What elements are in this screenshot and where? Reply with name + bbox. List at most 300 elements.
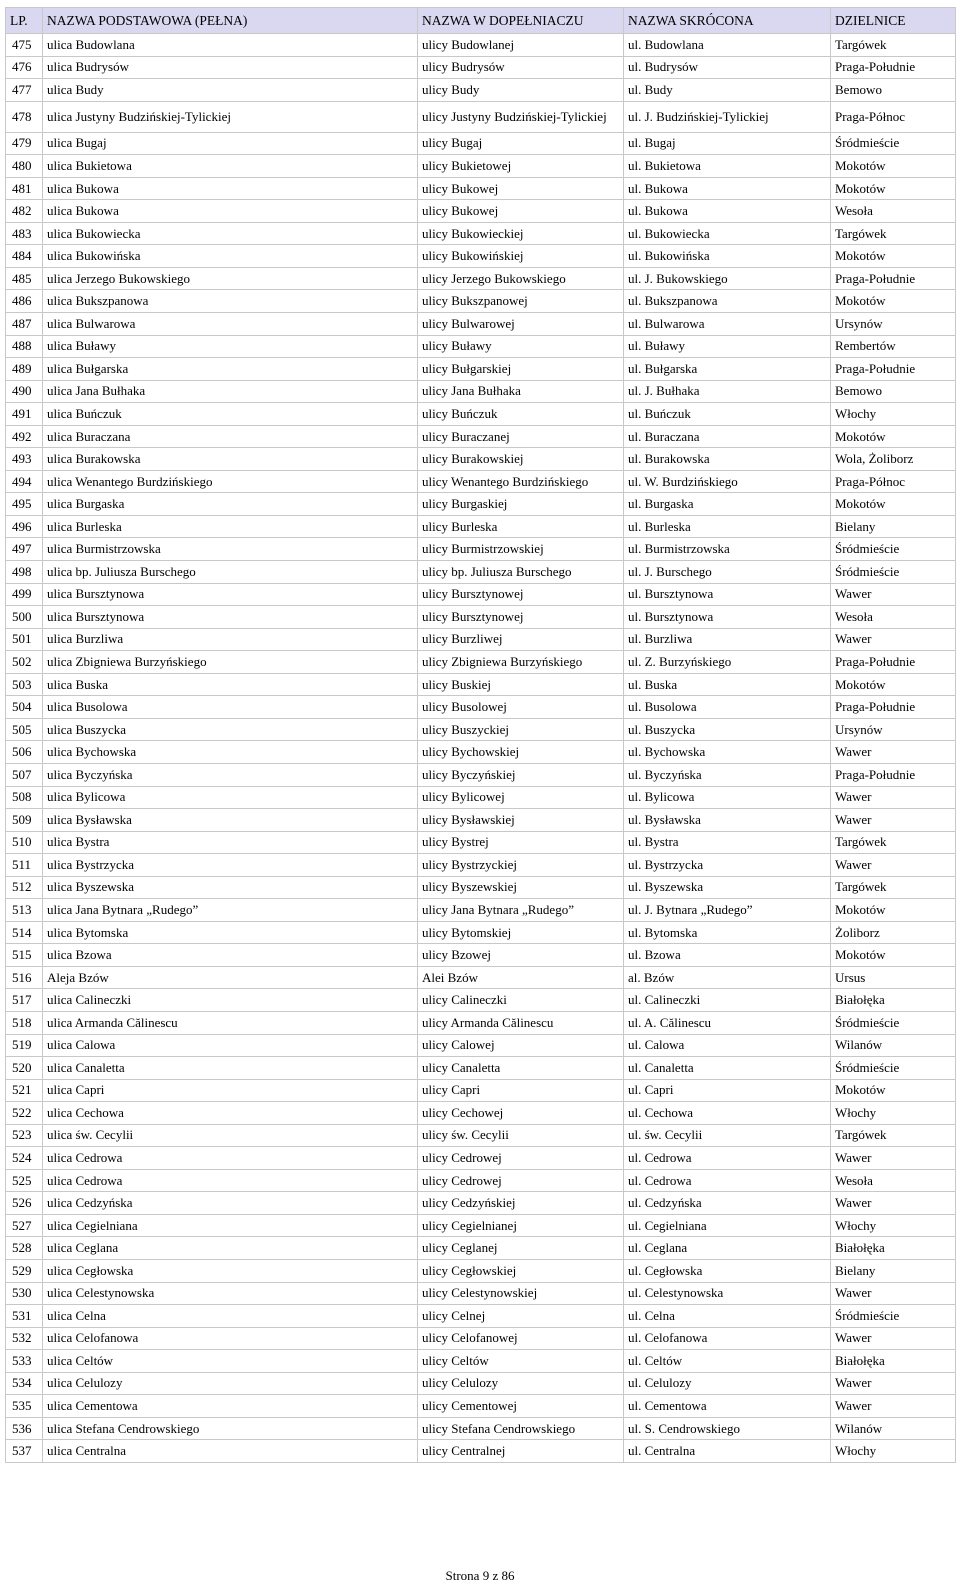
cell-districts: Śródmieście	[831, 1057, 956, 1080]
cell-short-name: ul. Buńczuk	[624, 403, 831, 426]
cell-lp: 483	[6, 222, 43, 245]
cell-full-name: ulica Bulwarowa	[43, 313, 418, 336]
cell-genitive-name: ulicy Cedrowej	[418, 1169, 624, 1192]
cell-full-name: ulica Burmistrzowska	[43, 538, 418, 561]
table-row	[6, 831, 956, 854]
cell-lp: 532	[6, 1327, 43, 1350]
table-row	[6, 1305, 956, 1328]
cell-short-name: ul. Bychowska	[624, 741, 831, 764]
cell-short-name: ul. Bukowińska	[624, 245, 831, 268]
cell-genitive-name: ulicy Byczyńskiej	[418, 763, 624, 786]
cell-short-name: ul. Bukowa	[624, 177, 831, 200]
cell-full-name: ulica Bychowska	[43, 741, 418, 764]
cell-genitive-name: ulicy Bylicowej	[418, 786, 624, 809]
table-row	[6, 561, 956, 584]
cell-genitive-name: ulicy Bukowieckiej	[418, 222, 624, 245]
cell-full-name: ulica Byczyńska	[43, 763, 418, 786]
cell-full-name: ulica Bukowińska	[43, 245, 418, 268]
cell-short-name: ul. Buraczana	[624, 425, 831, 448]
cell-short-name: ul. Cegłowska	[624, 1259, 831, 1282]
cell-districts: Wesoła	[831, 1169, 956, 1192]
cell-full-name: ulica Bukietowa	[43, 155, 418, 178]
cell-genitive-name: ulicy Bysławskiej	[418, 809, 624, 832]
cell-lp: 520	[6, 1057, 43, 1080]
cell-short-name: ul. Celna	[624, 1305, 831, 1328]
cell-full-name: ulica Busolowa	[43, 696, 418, 719]
cell-lp: 500	[6, 606, 43, 629]
cell-full-name: ulica Bułgarska	[43, 358, 418, 381]
cell-genitive-name: ulicy Centralnej	[418, 1440, 624, 1463]
cell-districts: Wawer	[831, 1327, 956, 1350]
cell-districts: Praga-Północ	[831, 101, 956, 132]
cell-districts: Ursynów	[831, 313, 956, 336]
table-row	[6, 245, 956, 268]
cell-short-name: ul. Budy	[624, 79, 831, 102]
cell-short-name: ul. Calineczki	[624, 989, 831, 1012]
table-row	[6, 132, 956, 155]
cell-genitive-name: ulicy Bychowskiej	[418, 741, 624, 764]
cell-districts: Mokotów	[831, 425, 956, 448]
cell-full-name: ulica Ceglana	[43, 1237, 418, 1260]
cell-short-name: ul. Burleska	[624, 515, 831, 538]
cell-full-name: ulica Bystrzycka	[43, 854, 418, 877]
cell-districts: Mokotów	[831, 290, 956, 313]
cell-districts: Wilanów	[831, 1034, 956, 1057]
cell-short-name: ul. Celestynowska	[624, 1282, 831, 1305]
table-row	[6, 290, 956, 313]
cell-genitive-name: ulicy Armanda Călinescu	[418, 1011, 624, 1034]
table-row	[6, 470, 956, 493]
table-row	[6, 944, 956, 967]
table-row	[6, 380, 956, 403]
cell-full-name: ulica Jerzego Bukowskiego	[43, 267, 418, 290]
cell-lp: 535	[6, 1395, 43, 1418]
column-header-districts: DZIELNICE	[831, 8, 956, 34]
cell-lp: 478	[6, 101, 43, 132]
cell-lp: 482	[6, 200, 43, 223]
cell-genitive-name: ulicy Celtów	[418, 1350, 624, 1373]
cell-lp: 493	[6, 448, 43, 471]
cell-full-name: ulica Burakowska	[43, 448, 418, 471]
cell-full-name: ulica Bukowiecka	[43, 222, 418, 245]
cell-short-name: ul. J. Budzińskiej-Tylickiej	[624, 101, 831, 132]
cell-lp: 519	[6, 1034, 43, 1057]
cell-districts: Praga-Południe	[831, 56, 956, 79]
cell-lp: 516	[6, 966, 43, 989]
cell-districts: Wawer	[831, 809, 956, 832]
cell-lp: 534	[6, 1372, 43, 1395]
cell-genitive-name: ulicy Canaletta	[418, 1057, 624, 1080]
cell-short-name: ul. Celofanowa	[624, 1327, 831, 1350]
cell-full-name: ulica Bylicowa	[43, 786, 418, 809]
cell-genitive-name: ulicy Jerzego Bukowskiego	[418, 267, 624, 290]
cell-genitive-name: ulicy Cechowej	[418, 1102, 624, 1125]
cell-full-name: ulica Bytomska	[43, 921, 418, 944]
cell-genitive-name: ulicy Ceglanej	[418, 1237, 624, 1260]
cell-short-name: ul. Z. Burzyńskiego	[624, 651, 831, 674]
cell-districts: Włochy	[831, 1102, 956, 1125]
cell-full-name: ulica Celulozy	[43, 1372, 418, 1395]
table-row	[6, 1395, 956, 1418]
cell-short-name: ul. Bursztynowa	[624, 583, 831, 606]
cell-full-name: ulica Jana Bułhaka	[43, 380, 418, 403]
cell-full-name: ulica Bursztynowa	[43, 583, 418, 606]
table-row	[6, 1350, 956, 1373]
table-row	[6, 1192, 956, 1215]
cell-genitive-name: ulicy Bukszpanowej	[418, 290, 624, 313]
cell-genitive-name: ulicy Burgaskiej	[418, 493, 624, 516]
street-names-table	[5, 7, 956, 1463]
cell-short-name: ul. J. Burschego	[624, 561, 831, 584]
cell-full-name: ulica Cegielniana	[43, 1214, 418, 1237]
cell-lp: 502	[6, 651, 43, 674]
cell-lp: 525	[6, 1169, 43, 1192]
cell-districts: Wawer	[831, 583, 956, 606]
cell-short-name: ul. Byszewska	[624, 876, 831, 899]
cell-lp: 481	[6, 177, 43, 200]
cell-genitive-name: Alei Bzów	[418, 966, 624, 989]
cell-short-name: ul. Bukszpanowa	[624, 290, 831, 313]
table-row	[6, 1102, 956, 1125]
cell-lp: 523	[6, 1124, 43, 1147]
cell-short-name: ul. Cedrowa	[624, 1169, 831, 1192]
cell-short-name: ul. S. Cendrowskiego	[624, 1417, 831, 1440]
cell-short-name: ul. Capri	[624, 1079, 831, 1102]
cell-lp: 509	[6, 809, 43, 832]
cell-districts: Praga-Południe	[831, 267, 956, 290]
cell-lp: 510	[6, 831, 43, 854]
cell-full-name: ulica Bukowa	[43, 200, 418, 223]
cell-genitive-name: ulicy Bursztynowej	[418, 606, 624, 629]
cell-districts: Wawer	[831, 854, 956, 877]
cell-lp: 505	[6, 718, 43, 741]
cell-districts: Praga-Południe	[831, 358, 956, 381]
table-row	[6, 696, 956, 719]
cell-short-name: ul. Bystrzycka	[624, 854, 831, 877]
table-row	[6, 101, 956, 132]
cell-genitive-name: ulicy Bukowej	[418, 177, 624, 200]
cell-lp: 528	[6, 1237, 43, 1260]
table-row	[6, 651, 956, 674]
cell-lp: 522	[6, 1102, 43, 1125]
cell-lp: 485	[6, 267, 43, 290]
cell-genitive-name: ulicy Bytomskiej	[418, 921, 624, 944]
cell-districts: Śródmieście	[831, 1011, 956, 1034]
cell-short-name: ul. Budrysów	[624, 56, 831, 79]
cell-short-name: ul. Bystra	[624, 831, 831, 854]
cell-genitive-name: ulicy Busolowej	[418, 696, 624, 719]
cell-districts: Ursynów	[831, 718, 956, 741]
cell-genitive-name: ulicy Celofanowej	[418, 1327, 624, 1350]
table-row	[6, 448, 956, 471]
cell-districts: Mokotów	[831, 493, 956, 516]
cell-lp: 526	[6, 1192, 43, 1215]
cell-genitive-name: ulicy Burzliwej	[418, 628, 624, 651]
cell-short-name: ul. Burgaska	[624, 493, 831, 516]
cell-short-name: ul. Bytomska	[624, 921, 831, 944]
cell-genitive-name: ulicy Bystrzyckiej	[418, 854, 624, 877]
table-row	[6, 1372, 956, 1395]
cell-districts: Śródmieście	[831, 132, 956, 155]
cell-districts: Śródmieście	[831, 538, 956, 561]
cell-lp: 518	[6, 1011, 43, 1034]
cell-short-name: ul. Canaletta	[624, 1057, 831, 1080]
cell-genitive-name: ulicy Cegielnianej	[418, 1214, 624, 1237]
cell-genitive-name: ulicy Bukowej	[418, 200, 624, 223]
cell-lp: 489	[6, 358, 43, 381]
table-row	[6, 966, 956, 989]
cell-short-name: ul. Bysławska	[624, 809, 831, 832]
cell-full-name: ulica Canaletta	[43, 1057, 418, 1080]
cell-genitive-name: ulicy Wenantego Burdzińskiego	[418, 470, 624, 493]
table-row	[6, 606, 956, 629]
cell-short-name: ul. Cedrowa	[624, 1147, 831, 1170]
cell-districts: Białołęka	[831, 1237, 956, 1260]
cell-short-name: ul. Bugaj	[624, 132, 831, 155]
cell-genitive-name: ulicy Bukowińskiej	[418, 245, 624, 268]
table-row	[6, 155, 956, 178]
cell-lp: 529	[6, 1259, 43, 1282]
cell-full-name: ulica Wenantego Burdzińskiego	[43, 470, 418, 493]
cell-districts: Mokotów	[831, 1079, 956, 1102]
cell-districts: Wawer	[831, 1282, 956, 1305]
table-row	[6, 538, 956, 561]
table-row	[6, 1034, 956, 1057]
cell-genitive-name: ulicy Calineczki	[418, 989, 624, 1012]
cell-lp: 507	[6, 763, 43, 786]
cell-districts: Śródmieście	[831, 561, 956, 584]
cell-full-name: ulica św. Cecylii	[43, 1124, 418, 1147]
cell-genitive-name: ulicy św. Cecylii	[418, 1124, 624, 1147]
cell-genitive-name: ulicy Bursztynowej	[418, 583, 624, 606]
column-header-full-name: NAZWA PODSTAWOWA (PEŁNA)	[43, 8, 418, 34]
cell-lp: 487	[6, 313, 43, 336]
cell-full-name: ulica Bursztynowa	[43, 606, 418, 629]
table-row	[6, 673, 956, 696]
cell-genitive-name: ulicy Burmistrzowskiej	[418, 538, 624, 561]
cell-short-name: ul. Bzowa	[624, 944, 831, 967]
cell-genitive-name: ulicy Jana Bytnara „Rudego”	[418, 899, 624, 922]
table-row	[6, 79, 956, 102]
cell-lp: 484	[6, 245, 43, 268]
cell-genitive-name: ulicy Stefana Cendrowskiego	[418, 1417, 624, 1440]
cell-genitive-name: ulicy Bulwarowej	[418, 313, 624, 336]
cell-genitive-name: ulicy Byszewskiej	[418, 876, 624, 899]
table-row	[6, 1327, 956, 1350]
cell-full-name: ulica Bukowa	[43, 177, 418, 200]
cell-districts: Włochy	[831, 403, 956, 426]
table-row	[6, 56, 956, 79]
cell-short-name: ul. Burmistrzowska	[624, 538, 831, 561]
cell-lp: 515	[6, 944, 43, 967]
cell-short-name: ul. Budowlana	[624, 34, 831, 57]
cell-districts: Targówek	[831, 1124, 956, 1147]
cell-full-name: ulica Cegłowska	[43, 1259, 418, 1282]
cell-districts: Praga-Południe	[831, 651, 956, 674]
cell-genitive-name: ulicy Buńczuk	[418, 403, 624, 426]
cell-districts: Wesoła	[831, 200, 956, 223]
cell-lp: 533	[6, 1350, 43, 1373]
cell-districts: Włochy	[831, 1440, 956, 1463]
table-row	[6, 1079, 956, 1102]
cell-full-name: ulica Burzliwa	[43, 628, 418, 651]
cell-lp: 495	[6, 493, 43, 516]
cell-short-name: ul. J. Bukowskiego	[624, 267, 831, 290]
cell-lp: 498	[6, 561, 43, 584]
cell-genitive-name: ulicy Bułgarskiej	[418, 358, 624, 381]
table-row	[6, 854, 956, 877]
cell-genitive-name: ulicy Bystrej	[418, 831, 624, 854]
cell-lp: 527	[6, 1214, 43, 1237]
cell-full-name: ulica Budy	[43, 79, 418, 102]
column-header-genitive-name: NAZWA W DOPEŁNIACZU	[418, 8, 624, 34]
cell-lp: 504	[6, 696, 43, 719]
cell-full-name: ulica Burleska	[43, 515, 418, 538]
cell-genitive-name: ulicy Celulozy	[418, 1372, 624, 1395]
table-row	[6, 1440, 956, 1463]
cell-full-name: ulica Cechowa	[43, 1102, 418, 1125]
table-row	[6, 1057, 956, 1080]
table-row	[6, 1169, 956, 1192]
cell-districts: Praga-Południe	[831, 763, 956, 786]
table-row	[6, 335, 956, 358]
table-row	[6, 1259, 956, 1282]
cell-lp: 479	[6, 132, 43, 155]
cell-districts: Białołęka	[831, 989, 956, 1012]
table-row	[6, 1214, 956, 1237]
cell-genitive-name: ulicy bp. Juliusza Burschego	[418, 561, 624, 584]
cell-short-name: ul. A. Călinescu	[624, 1011, 831, 1034]
cell-full-name: ulica Zbigniewa Burzyńskiego	[43, 651, 418, 674]
cell-lp: 537	[6, 1440, 43, 1463]
cell-lp: 490	[6, 380, 43, 403]
cell-short-name: ul. Busolowa	[624, 696, 831, 719]
cell-districts: Wawer	[831, 1147, 956, 1170]
table-body	[6, 34, 956, 1463]
cell-lp: 476	[6, 56, 43, 79]
cell-full-name: ulica Cementowa	[43, 1395, 418, 1418]
table-row	[6, 1417, 956, 1440]
cell-short-name: ul. Burzliwa	[624, 628, 831, 651]
cell-full-name: ulica Stefana Cendrowskiego	[43, 1417, 418, 1440]
cell-short-name: ul. Ceglana	[624, 1237, 831, 1260]
cell-full-name: ulica Bysławska	[43, 809, 418, 832]
cell-short-name: ul. Celulozy	[624, 1372, 831, 1395]
cell-lp: 503	[6, 673, 43, 696]
cell-short-name: ul. Buszycka	[624, 718, 831, 741]
cell-genitive-name: ulicy Budy	[418, 79, 624, 102]
cell-genitive-name: ulicy Burakowskiej	[418, 448, 624, 471]
cell-full-name: ulica Budrysów	[43, 56, 418, 79]
cell-lp: 521	[6, 1079, 43, 1102]
cell-districts: Wawer	[831, 1372, 956, 1395]
cell-full-name: ulica Celtów	[43, 1350, 418, 1373]
cell-full-name: ulica Cedrowa	[43, 1147, 418, 1170]
cell-lp: 506	[6, 741, 43, 764]
table-row	[6, 583, 956, 606]
table-row	[6, 628, 956, 651]
cell-genitive-name: ulicy Budrysów	[418, 56, 624, 79]
cell-districts: Mokotów	[831, 673, 956, 696]
cell-districts: Bemowo	[831, 380, 956, 403]
cell-lp: 488	[6, 335, 43, 358]
cell-districts: Białołęka	[831, 1350, 956, 1373]
table-row	[6, 425, 956, 448]
cell-lp: 536	[6, 1417, 43, 1440]
cell-lp: 497	[6, 538, 43, 561]
cell-districts: Wilanów	[831, 1417, 956, 1440]
cell-genitive-name: ulicy Budowlanej	[418, 34, 624, 57]
table-row	[6, 786, 956, 809]
cell-districts: Wawer	[831, 628, 956, 651]
cell-lp: 491	[6, 403, 43, 426]
cell-full-name: ulica Bzowa	[43, 944, 418, 967]
column-header-lp: LP.	[6, 8, 43, 34]
table-row	[6, 741, 956, 764]
cell-lp: 494	[6, 470, 43, 493]
cell-lp: 496	[6, 515, 43, 538]
table-row	[6, 718, 956, 741]
cell-full-name: ulica Buńczuk	[43, 403, 418, 426]
table-row	[6, 403, 956, 426]
column-header-short-name: NAZWA SKRÓCONA	[624, 8, 831, 34]
table-row	[6, 1237, 956, 1260]
cell-genitive-name: ulicy Buraczanej	[418, 425, 624, 448]
cell-full-name: ulica Cedzyńska	[43, 1192, 418, 1215]
cell-lp: 499	[6, 583, 43, 606]
cell-short-name: ul. Burakowska	[624, 448, 831, 471]
cell-short-name: ul. Cechowa	[624, 1102, 831, 1125]
table-row	[6, 899, 956, 922]
cell-districts: Targówek	[831, 831, 956, 854]
cell-short-name: ul. Bulwarowa	[624, 313, 831, 336]
header-row	[6, 8, 956, 34]
table-row	[6, 177, 956, 200]
cell-districts: Wesoła	[831, 606, 956, 629]
cell-districts: Wawer	[831, 786, 956, 809]
table-row	[6, 313, 956, 336]
cell-short-name: ul. Byczyńska	[624, 763, 831, 786]
table-row	[6, 921, 956, 944]
cell-full-name: ulica Buszycka	[43, 718, 418, 741]
cell-short-name: ul. J. Bułhaka	[624, 380, 831, 403]
cell-full-name: ulica Calineczki	[43, 989, 418, 1012]
cell-lp: 511	[6, 854, 43, 877]
cell-districts: Praga-Północ	[831, 470, 956, 493]
cell-districts: Żoliborz	[831, 921, 956, 944]
cell-full-name: ulica Celestynowska	[43, 1282, 418, 1305]
cell-short-name: ul. Centralna	[624, 1440, 831, 1463]
cell-full-name: ulica Byszewska	[43, 876, 418, 899]
cell-full-name: ulica Buławy	[43, 335, 418, 358]
cell-full-name: ulica Calowa	[43, 1034, 418, 1057]
cell-districts: Rembertów	[831, 335, 956, 358]
table-row	[6, 1282, 956, 1305]
cell-districts: Bemowo	[831, 79, 956, 102]
cell-genitive-name: ulicy Justyny Budzińskiej-Tylickiej	[418, 101, 624, 132]
cell-districts: Targówek	[831, 876, 956, 899]
cell-full-name: ulica Burgaska	[43, 493, 418, 516]
cell-districts: Mokotów	[831, 245, 956, 268]
cell-lp: 524	[6, 1147, 43, 1170]
table-row	[6, 515, 956, 538]
cell-districts: Targówek	[831, 34, 956, 57]
cell-lp: 480	[6, 155, 43, 178]
cell-genitive-name: ulicy Buławy	[418, 335, 624, 358]
cell-full-name: ulica Bukszpanowa	[43, 290, 418, 313]
cell-full-name: ulica bp. Juliusza Burschego	[43, 561, 418, 584]
table-row	[6, 809, 956, 832]
